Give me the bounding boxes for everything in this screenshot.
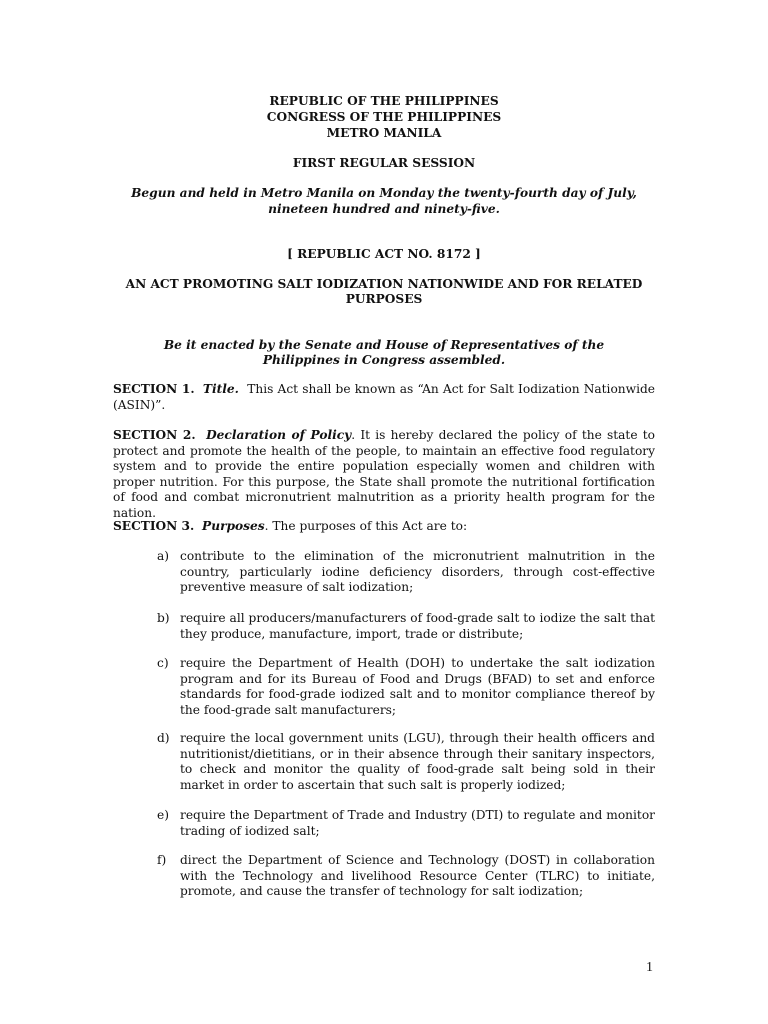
purpose-letter: e) <box>157 808 169 822</box>
session-title: FIRST REGULAR SESSION <box>292 156 476 170</box>
enacting-clause-line-2: Philippines in Congress assembled. <box>262 353 506 367</box>
purpose-text: require all producers/manufacturers of food-grade salt to iodize the salt that they produce, manufacture, import, trade or distribute; <box>180 611 655 641</box>
section-3-body: . The purposes of this Act are to: <box>264 519 468 533</box>
purpose-text: require the Department of Trade and Industry (DTI) to regulate and monitor trading of iodized salt; <box>180 808 655 838</box>
purpose-text: direct the Department of Science and Technology (DOST) in collaboration with the Technology and livelihood Resource Center (TLRC) to initiate, promote, and cause the transfer of technology for salt iodization; <box>180 853 655 898</box>
act-title-line-2: PURPOSES <box>345 292 423 306</box>
section-3-label: SECTION 3. <box>113 519 195 533</box>
purpose-letter: a) <box>157 549 170 563</box>
header-republic: REPUBLIC OF THE PHILIPPINES <box>269 94 499 108</box>
header-congress: CONGRESS OF THE PHILIPPINES <box>266 110 502 124</box>
purpose-text: contribute to the elimination of the micronutrient malnutrition in the country, particularly iodine deficiency disorders, through cost-effective preventive measure of salt iodization; <box>180 549 655 594</box>
section-3 <box>113 519 655 535</box>
begun-line-2: nineteen hundred and ninety-five. <box>268 202 500 216</box>
purpose-letter: d) <box>157 731 170 745</box>
section-1-title: Title. <box>202 382 239 396</box>
purpose-letter: f) <box>157 853 167 867</box>
section-2 <box>113 428 655 521</box>
purpose-text: require the local government units (LGU), through their health officers and nutritionist/dietitians, or in their absence through their sanitary inspectors, to check and monitor the quality of food-grade salt being sold in their market in order to ascertain that such salt is properly iodized; <box>180 731 655 792</box>
act-number: [ REPUBLIC ACT NO. 8172 ] <box>287 247 481 261</box>
section-1-label: SECTION 1. <box>113 382 195 396</box>
purpose-item-d <box>157 731 655 793</box>
section-2-body: . It is hereby declared the policy of the state to protect and promote the health of the people, to maintain an effective food regulatory system and to provide the entire population especially women and children with proper nutrition. For this purpose, the State shall promote the nutritional fortification of food and combat micronutrient malnutrition as a priority health program for the nation. <box>113 428 655 520</box>
enacting-clause-line-1: Be it enacted by the Senate and House of Representatives of the <box>163 338 605 352</box>
purpose-letter: b) <box>157 611 170 625</box>
purpose-letter: c) <box>157 656 169 670</box>
section-2-title: Declaration of Policy <box>206 428 352 442</box>
act-title-line-1: AN ACT PROMOTING SALT IODIZATION NATIONWIDE AND FOR RELATED <box>125 277 643 291</box>
section-2-label: SECTION 2. <box>113 428 196 442</box>
section-1-body: This Act shall be known as “An Act for Salt Iodization Nationwide (ASIN)”. <box>113 382 655 412</box>
section-3-title: Purposes <box>202 519 265 533</box>
purpose-item-f <box>157 853 655 900</box>
purpose-text: require the Department of Health (DOH) to undertake the salt iodization program and for its Bureau of Food and Drugs (BFAD) to set and enforce standards for food-grade iodized salt and to monitor compliance thereof by the food-grade salt manufacturers; <box>180 656 655 717</box>
page-number: 1 <box>646 960 653 975</box>
purpose-item-b <box>157 611 655 642</box>
purpose-item-a <box>157 549 655 596</box>
section-1 <box>113 382 655 413</box>
purpose-item-e <box>157 808 655 839</box>
begun-line-1: Begun and held in Metro Manila on Monday the twenty-fourth day of July, <box>131 186 637 200</box>
purpose-item-c <box>157 656 655 718</box>
header-location: METRO MANILA <box>326 126 442 140</box>
